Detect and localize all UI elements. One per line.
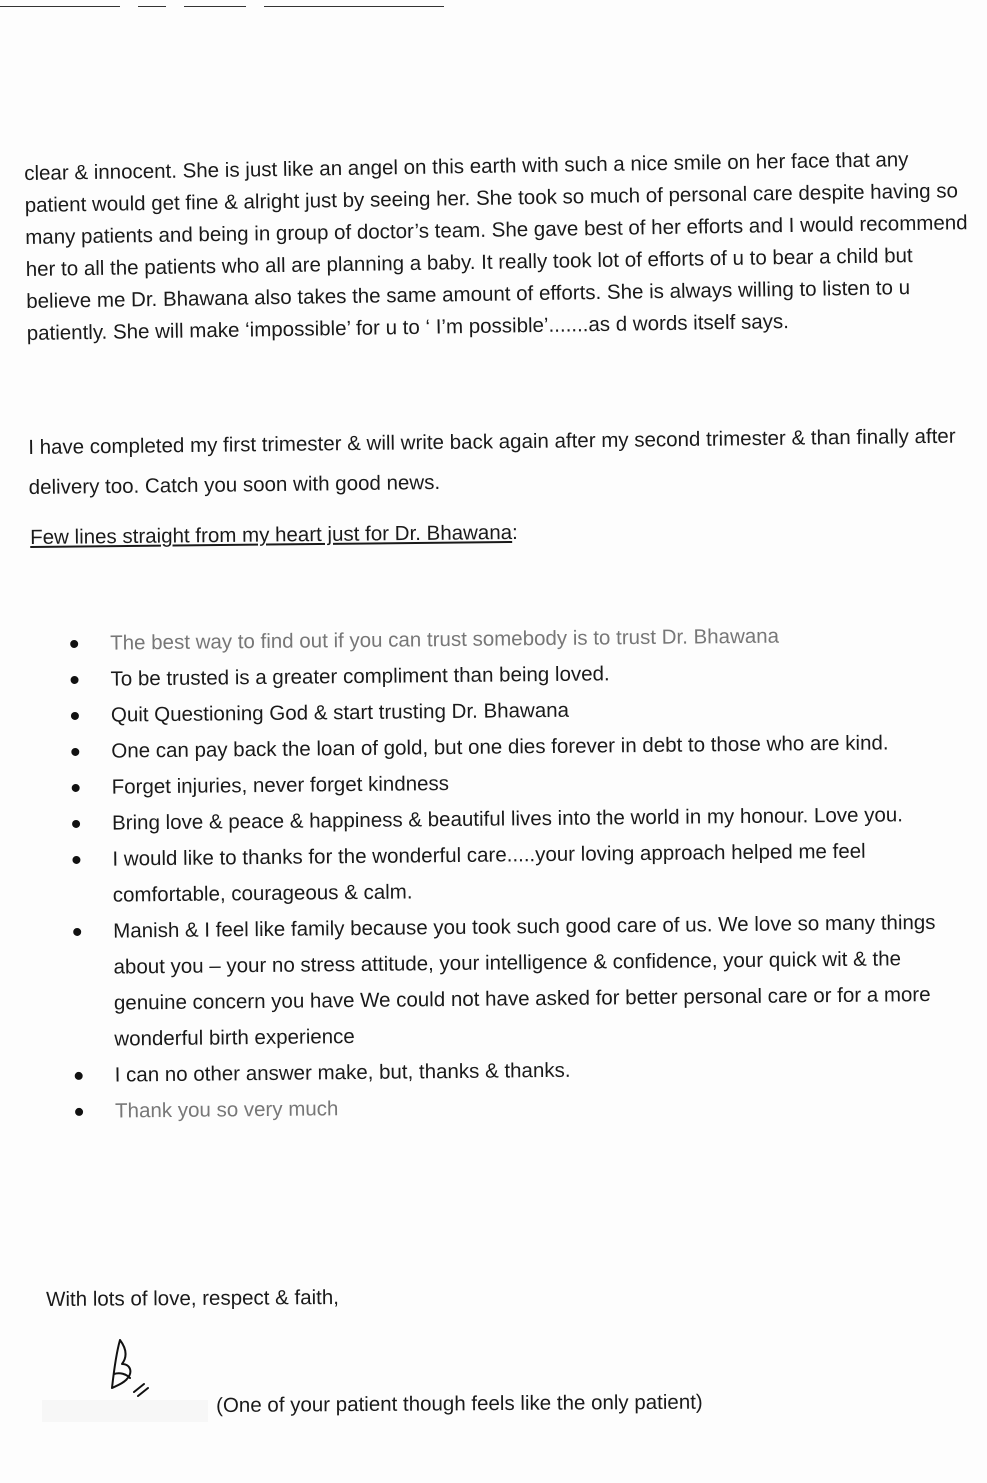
top-border-line	[0, 6, 120, 7]
list-item-text: Forget injuries, never forget kindness	[111, 772, 450, 799]
bullet-icon	[72, 820, 80, 828]
bullet-icon	[71, 748, 79, 756]
bullet-icon	[70, 640, 78, 648]
letter-closing: With lots of love, respect & faith,	[46, 1285, 340, 1311]
letter-paragraph-1: clear & innocent. She is just like an angel on this earth with such a nice smile on her face that any patient would get fine & alright just by seeing her. She took so much of personal care despite having so many patients and being in group of doctor’s team. She gave best of her efforts and I would recommend her to all the patients who all are planning a baby. It really took lot of efforts of u to bear a child but believe me Dr. Bhawana also takes the same amount of efforts. She is always willing to listen to u patiently. She will make ‘impossible’ for u to ‘ I’m possible’.......as d words itself says.	[24, 148, 968, 345]
list-item-text: The best way to find out if you can trust somebody is to trust Dr. Bhawana	[110, 624, 780, 655]
bullet-icon	[75, 1072, 83, 1080]
bullet-icon	[71, 676, 79, 684]
bullet-list-heading	[30, 517, 518, 554]
list-item-text: I would like to thanks for the wonderful care.....your loving approach helped me feel comfortable, courageous & calm.	[112, 839, 866, 907]
bullet-icon	[72, 856, 80, 864]
list-item-text: To be trusted is a greater compliment than being loved.	[110, 662, 610, 691]
letter-paragraph-2: I have completed my first trimester & will write back again after my second trimester & than finally after delivery too. Catch you soon with good news.	[28, 424, 956, 499]
handwritten-signature-icon	[104, 1334, 156, 1400]
list-item-text: One can pay back the loan of gold, but one dies forever in debt to those who are kind.	[111, 731, 889, 763]
list-item-text: Thank you so very much	[114, 1097, 339, 1123]
list-item	[72, 833, 973, 914]
bullet-icon	[73, 928, 81, 936]
bullet-icon	[75, 1108, 83, 1116]
list-item-text: Manish & I feel like family because you took such good care of us. We love so many things about you – your no stress attitude, your intelligence & confidence, your quick wit & the genuine concern you have We could not have asked for better personal care or for a more wonderful birth experience	[113, 910, 936, 1051]
signature-note: (One of your patient though feels like the only patient)	[216, 1390, 703, 1417]
heading-colon: :	[511, 520, 518, 544]
top-border-line	[264, 6, 444, 7]
heading-text: Few lines straight from my heart just for Dr. Bhawana	[30, 520, 513, 549]
top-border-line	[138, 6, 166, 7]
appreciation-list	[70, 617, 975, 1130]
bullet-icon	[72, 784, 80, 792]
top-border-line	[184, 6, 246, 7]
list-item	[73, 905, 974, 1058]
list-item-text: Quit Questioning God & start trusting Dr. Bhawana	[110, 698, 570, 727]
bullet-icon	[71, 712, 79, 720]
list-item-text: I can no other answer make, but, thanks & thanks.	[114, 1058, 571, 1087]
list-item-text: Bring love & peace & happiness & beautiful lives into the world in my honour. Love you.	[111, 803, 904, 835]
redacted-name	[42, 1400, 208, 1422]
